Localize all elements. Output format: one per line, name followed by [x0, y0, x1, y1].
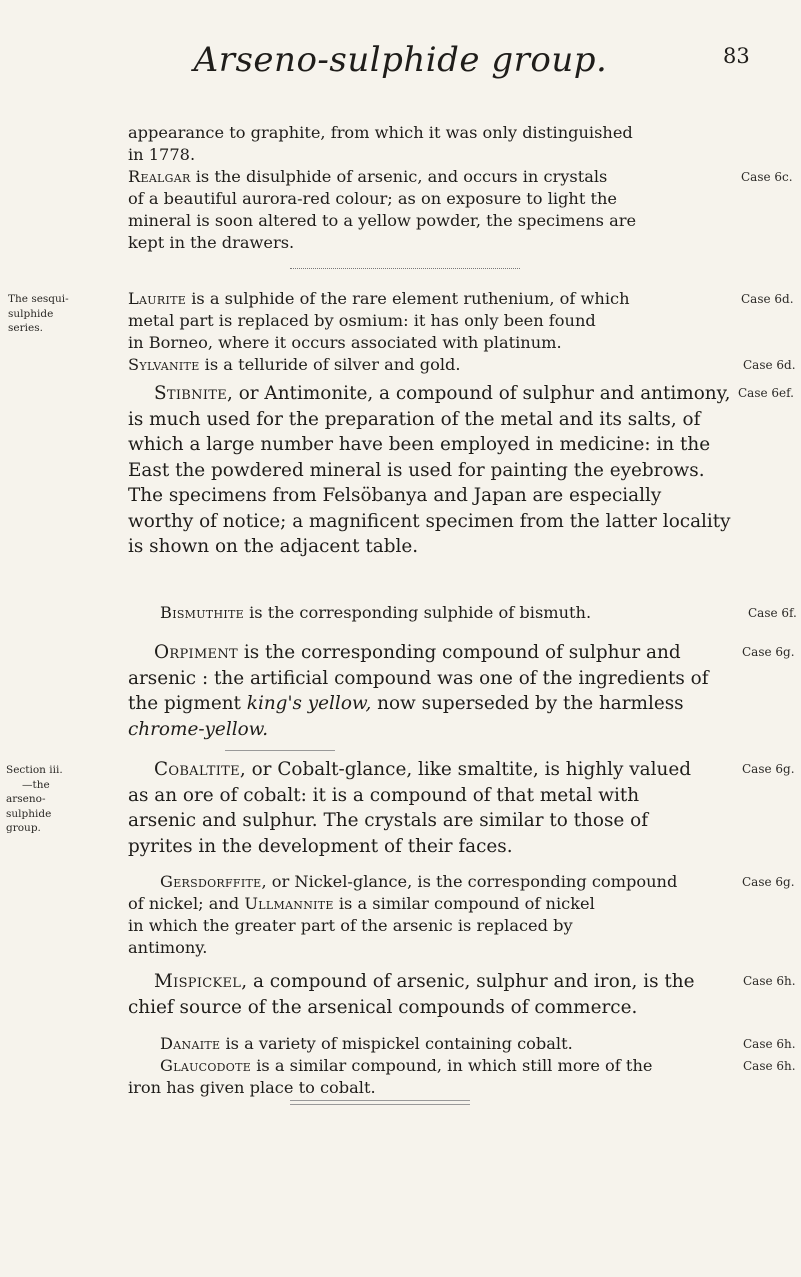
mineral-name: Mispickel	[154, 971, 242, 992]
case-reference: Case 6h.	[743, 1059, 796, 1073]
paragraph-bismuthite: Bismuthite is the corresponding sulphide of bismuth.	[160, 603, 592, 622]
case-reference: Case 6f.	[748, 606, 797, 620]
paragraph-gersdorffite: Gersdorffite, or Nickel-glance, is the corresponding compound of nickel; and Ullmannite is a similar compound of nickel in which the greater part of the arsenic is replaced by antimony.	[128, 872, 678, 957]
mineral-name: Danaite	[160, 1034, 221, 1053]
mineral-name: Realgar	[128, 167, 191, 186]
page-header-title: Arseno-sulphide group.	[193, 40, 608, 80]
divider	[290, 1104, 470, 1105]
paragraph-danaite-glaucodote: Danaite is a variety of mispickel containing cobalt. Glaucodote is a similar compound, in which still more of the iron has given place to cobalt.	[128, 1034, 653, 1097]
mineral-name: Orpiment	[154, 642, 238, 663]
margin-note-sesqui: The sesqui- sulphide series.	[8, 293, 69, 334]
divider	[225, 750, 335, 751]
mineral-name: Ullmannite	[244, 894, 334, 913]
paragraph-mispickel: Mispickel, a compound of arsenic, sulphur and iron, is the chief source of the arsenical compounds of commerce.	[128, 971, 695, 1018]
case-reference: Case 6c.	[741, 170, 793, 184]
mineral-name: Laurite	[128, 289, 187, 308]
divider	[290, 1100, 470, 1101]
margin-note-section: Section iii. —the arseno- sulphide group.	[6, 764, 63, 834]
paragraph-graphite-continuation: appearance to graphite, from which it was only distinguished in 1778.	[128, 123, 633, 164]
paragraph-orpiment: Orpiment is the corresponding compound of sulphur and arsenic : the artificial compound was one of the ingredients of the pigment king's yellow, now superseded by the harmless chrome-yellow.	[128, 642, 709, 740]
mineral-name: Stibnite	[154, 383, 228, 404]
case-reference: Case 6d.	[743, 358, 796, 372]
case-reference: Case 6g.	[742, 875, 795, 889]
divider	[290, 268, 520, 269]
paragraph-cobaltite: Cobaltite, or Cobalt-glance, like smaltite, is highly valued as an ore of cobalt: it is a compound of that metal with arsenic and sulphur. The crystals are similar to those of pyrites in the development of their faces.	[128, 759, 691, 857]
mineral-name: Sylvanite	[128, 355, 200, 374]
page-number: 83	[723, 44, 750, 68]
paragraph-stibnite: Stibnite, or Antimonite, a compound of sulphur and antimony, is much used for the preparation of the metal and its salts, of which a large number have been employed in medicine: in the East the powdered mineral is used for painting the eyebrows. The specimens from Felsöbanya and Japan are especially worthy of notice; a magnificent specimen from the latter locality is shown on the adjacent table.	[128, 383, 731, 557]
case-reference: Case 6h.	[743, 974, 796, 988]
case-reference: Case 6d.	[741, 292, 794, 306]
mineral-name: Glaucodote	[160, 1056, 252, 1075]
case-reference: Case 6ef.	[738, 386, 794, 400]
mineral-name: Cobaltite	[154, 759, 240, 780]
case-reference: Case 6g.	[742, 762, 795, 776]
case-reference: Case 6g.	[742, 645, 795, 659]
mineral-name: Gersdorffite	[160, 872, 262, 891]
paragraph-realgar: Realgar is the disulphide of arsenic, and occurs in crystals of a beautiful aurora-red colour; as on exposure to light the mineral is soon altered to a yellow powder, the specimens are kept in the drawers.	[128, 167, 637, 252]
mineral-name: Bismuthite	[160, 603, 244, 622]
case-reference: Case 6h.	[743, 1037, 796, 1051]
paragraph-laurite: Laurite is a sulphide of the rare element ruthenium, of which metal part is replaced by osmium: it has only been found in Borneo, where it occurs associated with platinum. Sylvanite is a telluride of silver and gold.	[128, 289, 630, 374]
